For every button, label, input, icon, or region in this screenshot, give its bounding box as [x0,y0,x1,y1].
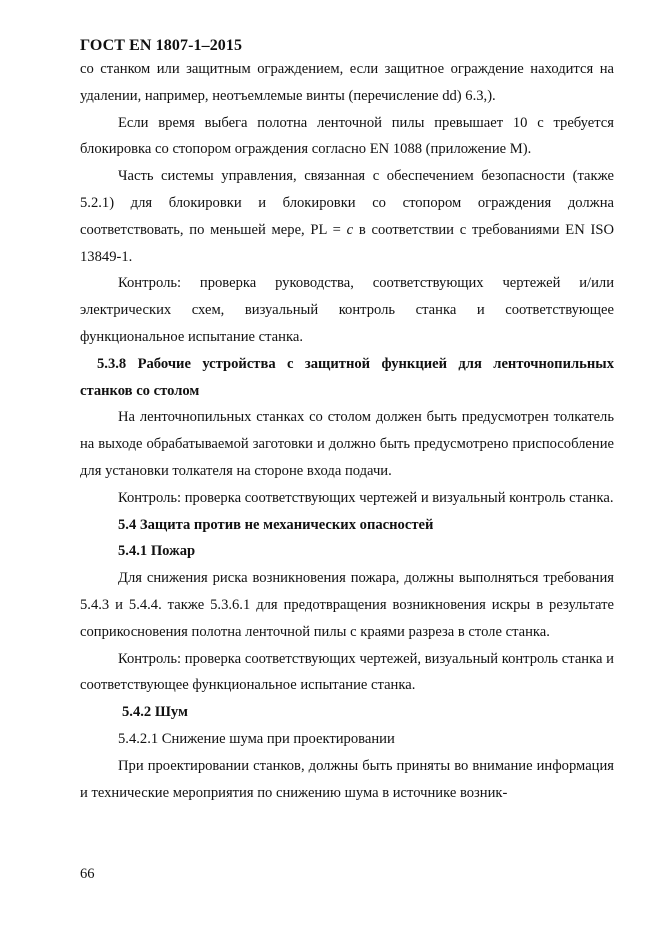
paragraph-control-system-text-2: в соответствии с требованиями EN ISO 13849-1. [80,221,615,265]
section-heading-5-4-2-1: 5.4.2.1 Снижение шума при проектировании [118,730,395,747]
paragraph-verification-1: Контроль: проверка руководства, соответствующих чертежей и/или электрических схем, визуальный контроль станка и соответствующее функциональное испытание станка. [80,275,614,345]
paragraph-guard-continuation: со станком или защитным ограждением, если защитное ограждение находится на удалении, например, неотъемлемые винты (перечисление dd) 6.3,). [80,61,614,104]
paragraph-noise-design: При проектировании станков, должны быть приняты во внимание информация и технические мероприятия по снижению шума в источнике возник- [80,757,614,801]
paragraph-verification-2: Контроль: проверка соответствующих чертежей и визуальный контроль станка. [118,489,614,506]
section-heading-5-4: 5.4 Защита против не механических опасностей [118,516,434,533]
paragraph-pusher: На ленточнопильных станках со столом должен быть предусмотрен толкатель на выходе обрабатываемой заготовки и должно быть предусмотрено приспособление для установки толкателя на стороне входа подачи. [80,409,614,479]
section-heading-5-4-2: 5.4.2 Шум [122,704,188,721]
paragraph-verification-3: Контроль: проверка соответствующих чертежей, визуальный контроль станка и соответствующее функциональное испытание станка. [80,650,614,694]
section-heading-5-4-1: 5.4.1 Пожар [118,543,196,560]
paragraph-control-system-text-1: Часть системы управления, связанная с обеспечением безопасности (также 5.2.1) для блокировки и блокировки со стопором ограждения должна соответствовать, по меньшей мере, PL = [80,168,614,238]
paragraph-overrun-interlock: Если время выбега полотна ленточной пилы превышает 10 с требуется блокировка со стопором ограждения согласно EN 1088 (приложение М). [80,114,614,158]
page-number: 66 [80,866,95,882]
paragraph-fire: Для снижения риска возникновения пожара, должны выполняться требования 5.4.3 и 5.4.4. также 5.3.6.1 для предотвращения возникновения искры в результате соприкосновения полотна ленточной пилы с краями разреза в столе станка. [80,570,614,640]
pl-level-value: c [346,221,354,238]
paragraph-control-system [80,163,614,270]
document-body [80,56,614,806]
document-header-title: ГОСТ EN 1807-1–2015 [80,37,243,54]
section-heading-5-3-8: 5.3.8 Рабочие устройства с защитной функцией для ленточнопильных станков со столом [80,355,614,399]
